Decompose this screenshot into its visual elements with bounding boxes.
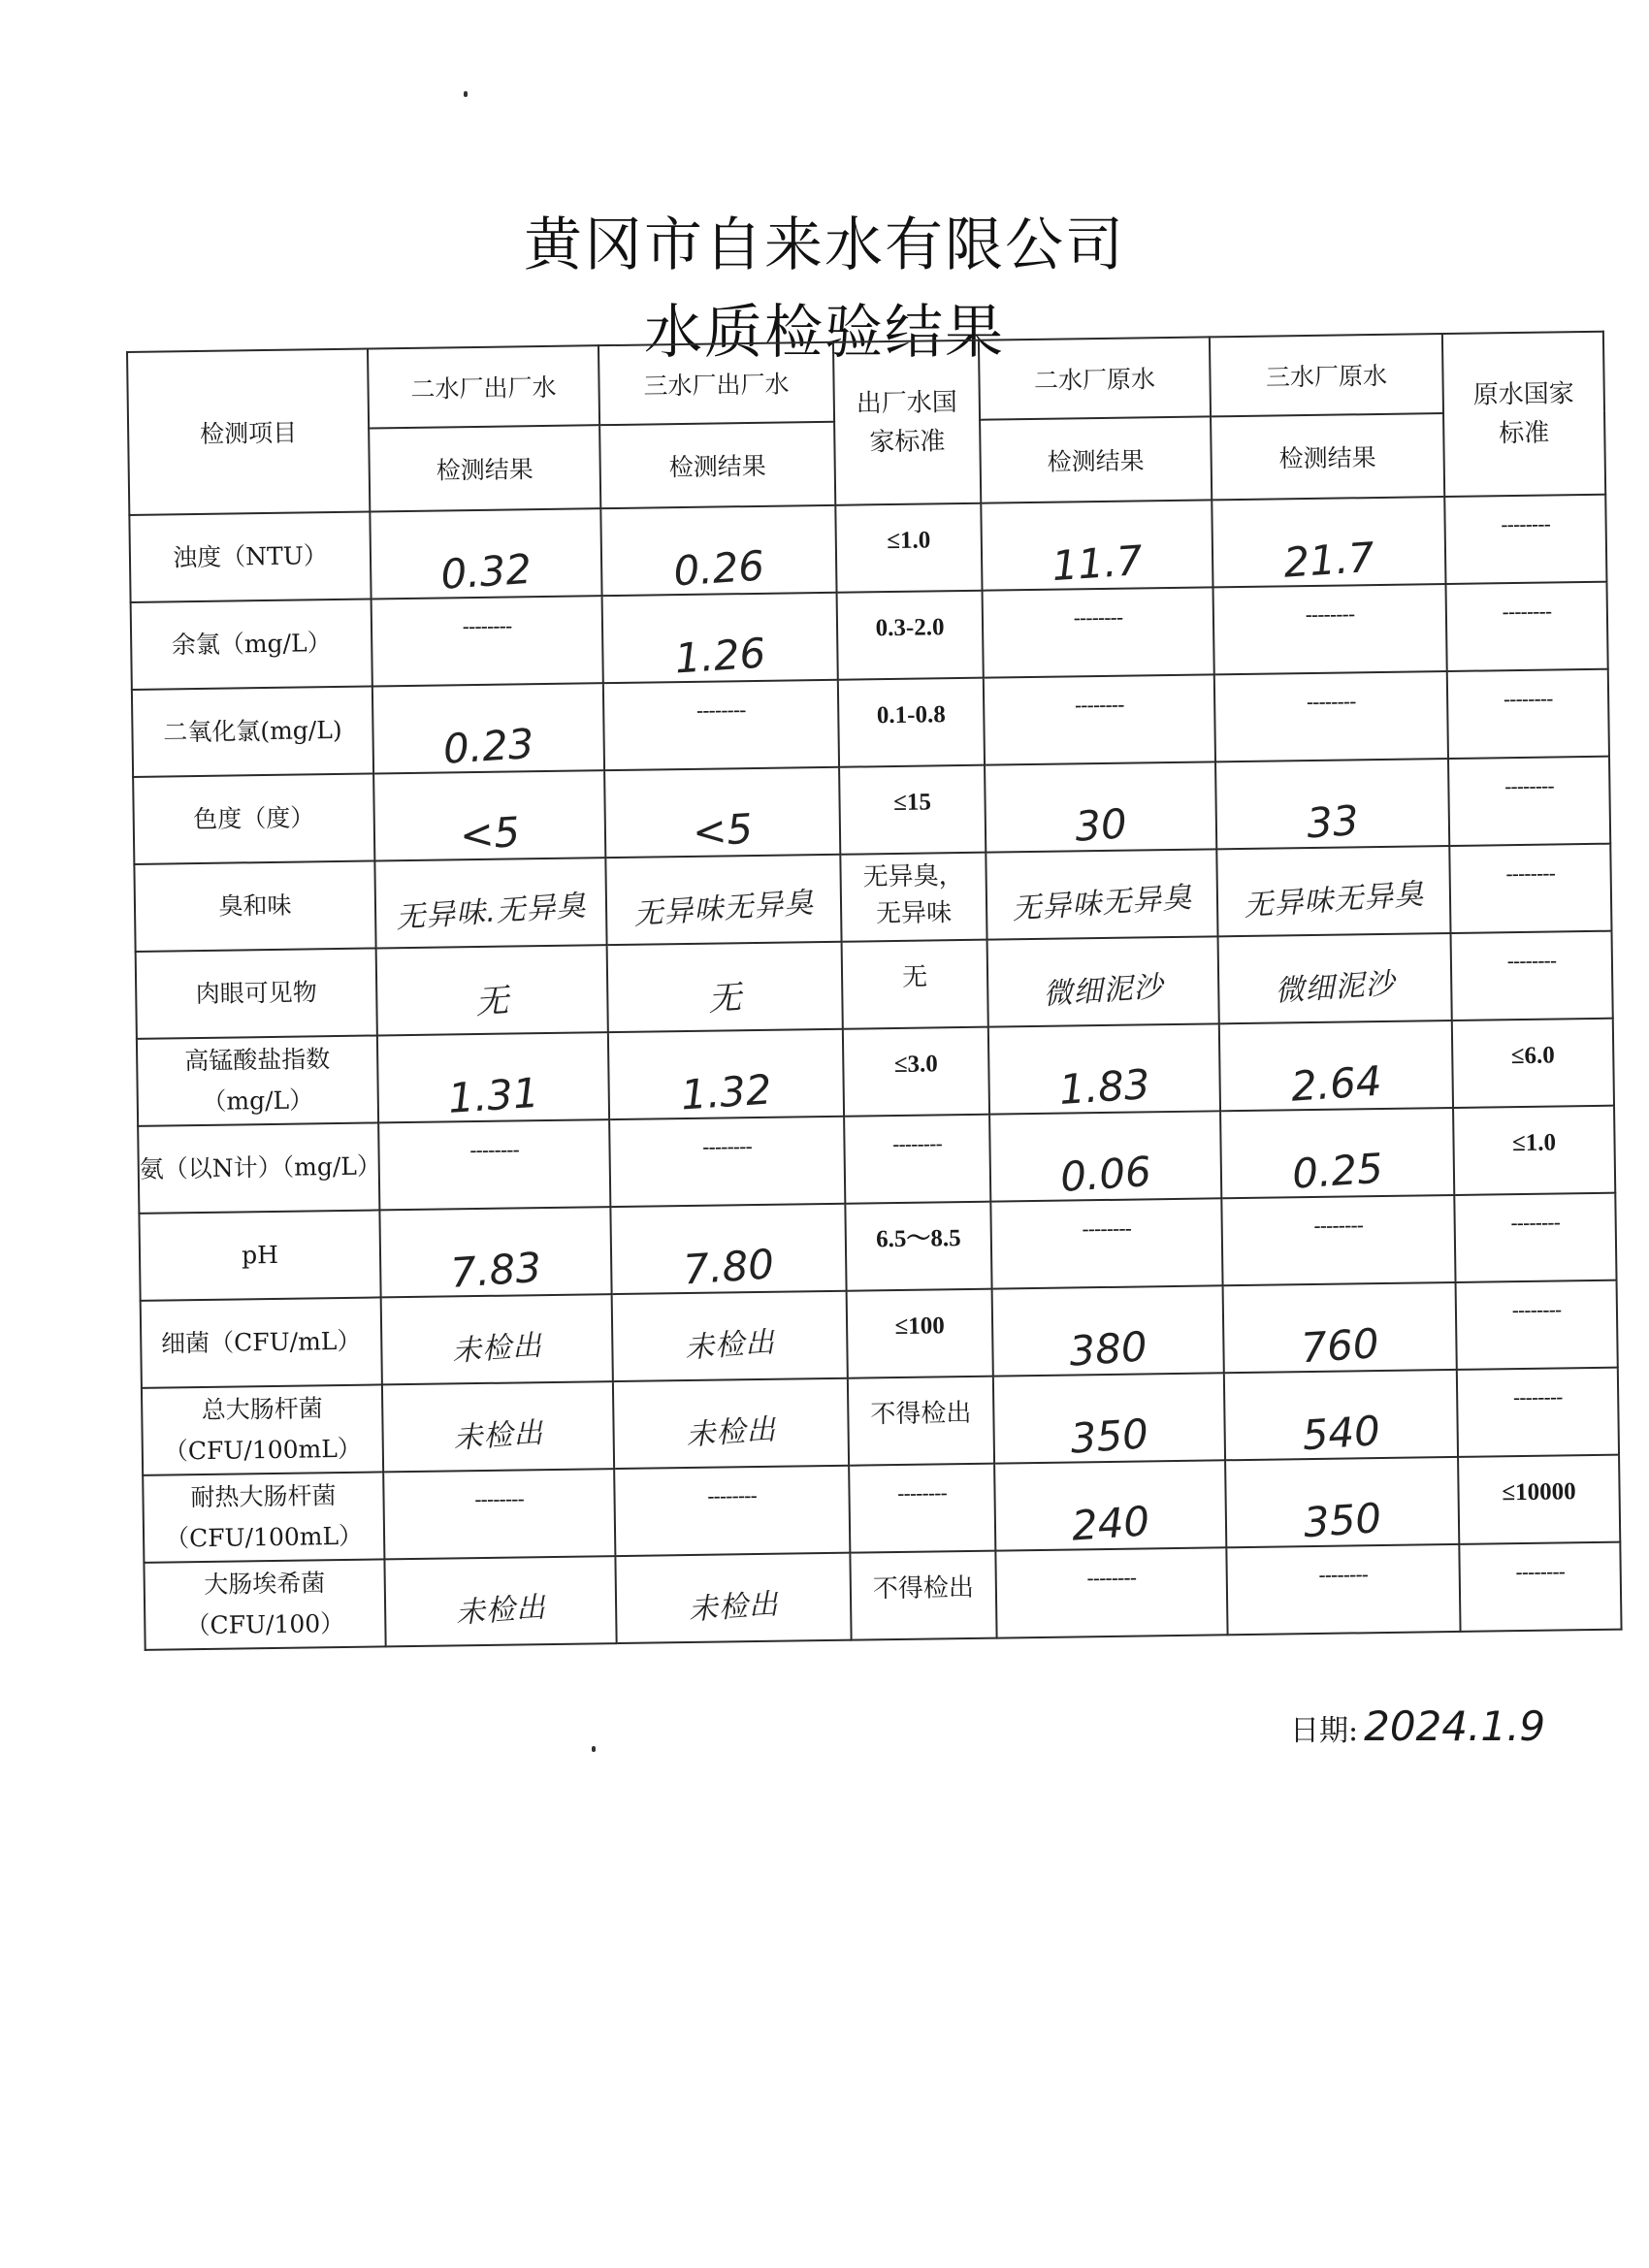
standard-value: 0.3-2.0 xyxy=(875,614,945,642)
header-plant2-out: 二水厂出厂水 xyxy=(368,345,599,428)
item-name: 肉眼可见物 xyxy=(136,948,377,1038)
empty-dash: -------- xyxy=(1510,1210,1561,1236)
cell-rstd xyxy=(1454,1193,1616,1282)
item-name: 大肠埃希菌（CFU/100） xyxy=(144,1559,385,1649)
handwritten-value: 0.25 xyxy=(1290,1144,1385,1198)
cell-r2 xyxy=(989,1111,1221,1201)
cell-std xyxy=(840,853,986,942)
cell-rstd xyxy=(1449,844,1611,933)
empty-dash: -------- xyxy=(702,1134,752,1159)
cell-p2 xyxy=(384,1556,616,1646)
date-label: 日期: xyxy=(1290,1714,1359,1748)
cell-r2 xyxy=(993,1373,1225,1463)
empty-dash: -------- xyxy=(474,1486,525,1512)
handwritten-value: 无异味无异臭 xyxy=(1011,880,1194,927)
header-raw-std-label: 原水国家标准 xyxy=(1472,379,1574,449)
item-name: 色度（度） xyxy=(133,773,374,863)
cell-rstd xyxy=(1447,669,1609,759)
date-line xyxy=(1290,1702,1545,1750)
cell-std xyxy=(838,678,985,767)
cell-r3 xyxy=(1215,759,1449,849)
cell-std xyxy=(850,1551,996,1640)
scan-speck xyxy=(592,1746,596,1752)
standard-value: ≤100 xyxy=(894,1312,945,1341)
handwritten-value: 11.7 xyxy=(1050,535,1145,591)
handwritten-value: 无异味无异臭 xyxy=(1243,877,1426,923)
handwritten-value: 380 xyxy=(1067,1322,1149,1376)
handwritten-value: 240 xyxy=(1070,1497,1151,1550)
handwritten-value: 1.31 xyxy=(446,1068,541,1122)
cell-std xyxy=(837,591,984,680)
cell-std xyxy=(844,1115,990,1204)
handwritten-value: 微细泥沙 xyxy=(1042,969,1165,1013)
cell-r2 xyxy=(985,761,1216,852)
handwritten-value: 30 xyxy=(1073,799,1129,851)
header-out-std-label: 出厂水国家标准 xyxy=(856,388,958,458)
company-title: 黄冈市自来水有限公司 xyxy=(524,211,1125,279)
item-name: 高锰酸盐指数（mg/L） xyxy=(137,1035,378,1125)
cell-r3 xyxy=(1218,933,1452,1023)
cell-p3 xyxy=(614,1466,850,1556)
header-plant2-raw: 二水厂原水 xyxy=(979,337,1211,419)
handwritten-value: 2.64 xyxy=(1289,1056,1383,1111)
handwritten-value: 0.26 xyxy=(671,541,766,596)
cell-rstd xyxy=(1459,1542,1621,1632)
empty-dash: -------- xyxy=(695,697,746,723)
cell-r2 xyxy=(984,674,1215,764)
item-name: 臭和味 xyxy=(134,860,375,951)
cell-rstd xyxy=(1452,1019,1614,1108)
cell-r3 xyxy=(1224,1370,1458,1460)
cell-r3 xyxy=(1225,1457,1459,1547)
scan-speck xyxy=(464,91,468,97)
handwritten-value: 未检出 xyxy=(452,1415,545,1456)
cell-p2 xyxy=(370,508,601,599)
handwritten-value: 350 xyxy=(1069,1409,1150,1463)
cell-std xyxy=(842,940,988,1029)
cell-r2 xyxy=(994,1460,1226,1550)
handwritten-value: <5 xyxy=(458,807,522,859)
handwritten-value: 未检出 xyxy=(454,1590,547,1631)
item-name: 二氧化氯(mg/L) xyxy=(132,686,373,776)
header-plant3-raw: 三水厂原水 xyxy=(1210,334,1443,416)
handwritten-value: 无异味无异臭 xyxy=(632,886,816,932)
empty-dash: -------- xyxy=(1073,604,1123,631)
standard-value: ≤3.0 xyxy=(893,1051,939,1079)
empty-dash: -------- xyxy=(1306,689,1356,715)
cell-rstd xyxy=(1451,931,1613,1021)
empty-dash: -------- xyxy=(1074,692,1124,718)
cell-r2 xyxy=(988,1023,1220,1114)
date-value: 2024.1.9 xyxy=(1364,1702,1546,1750)
handwritten-value: 1.26 xyxy=(673,629,767,683)
handwritten-value: 540 xyxy=(1301,1407,1382,1460)
cell-r2 xyxy=(983,587,1214,677)
cell-p2 xyxy=(372,683,604,773)
handwritten-value: 1.32 xyxy=(679,1065,773,1119)
handwritten-value: 未检出 xyxy=(451,1328,544,1369)
cell-p2 xyxy=(382,1381,614,1472)
header-raw-std xyxy=(1442,332,1605,497)
standard-value: 无 xyxy=(901,962,928,991)
cell-p3 xyxy=(615,1553,851,1643)
header-item: 检测项目 xyxy=(127,349,370,515)
cell-p3 xyxy=(603,680,839,770)
handwritten-value: 0.06 xyxy=(1058,1147,1153,1202)
cell-std xyxy=(845,1202,991,1291)
cell-r3 xyxy=(1214,671,1448,761)
empty-dash: -------- xyxy=(897,1480,947,1507)
empty-dash: -------- xyxy=(1082,1215,1132,1242)
cell-r3 xyxy=(1213,584,1447,674)
empty-dash: -------- xyxy=(1506,948,1557,974)
item-name: pH xyxy=(139,1210,380,1300)
standard-value: 无异臭，无异味 xyxy=(862,860,964,928)
cell-r2 xyxy=(990,1198,1222,1288)
empty-dash: -------- xyxy=(1504,773,1554,799)
cell-std xyxy=(839,765,986,855)
cell-p3 xyxy=(600,505,836,596)
cell-p2 xyxy=(376,945,608,1035)
standard-value: 0.1-0.8 xyxy=(876,701,946,729)
cell-r3 xyxy=(1212,497,1445,587)
handwritten-value: 0.32 xyxy=(438,544,534,599)
handwritten-value: 7.80 xyxy=(681,1240,776,1294)
cell-rstd xyxy=(1453,1106,1615,1195)
standard-value: ≤6.0 xyxy=(1510,1042,1555,1070)
standard-value: ≤1.0 xyxy=(887,527,931,555)
cell-p3 xyxy=(609,1117,845,1207)
cell-p3 xyxy=(610,1204,846,1294)
cell-rstd xyxy=(1444,495,1606,584)
cell-rstd xyxy=(1448,757,1610,846)
standard-value: ≤10000 xyxy=(1502,1478,1576,1507)
empty-dash: -------- xyxy=(1086,1565,1137,1591)
handwritten-value: 未检出 xyxy=(685,1412,778,1453)
handwritten-value: 无 xyxy=(706,978,744,1020)
handwritten-value: 33 xyxy=(1305,795,1361,848)
handwritten-value: 微细泥沙 xyxy=(1274,966,1397,1009)
cell-p3 xyxy=(613,1378,849,1469)
handwritten-value: 350 xyxy=(1302,1494,1383,1547)
empty-dash: -------- xyxy=(462,613,512,639)
cell-p3 xyxy=(608,1029,844,1119)
handwritten-value: 7.83 xyxy=(448,1243,543,1297)
cell-p2 xyxy=(381,1294,613,1384)
cell-rstd xyxy=(1456,1280,1618,1370)
cell-std xyxy=(843,1027,989,1117)
empty-dash: -------- xyxy=(1511,1297,1562,1323)
cell-r3 xyxy=(1216,846,1450,936)
cell-p3 xyxy=(602,593,838,683)
cell-std xyxy=(847,1289,993,1378)
handwritten-value: 未检出 xyxy=(683,1325,777,1366)
cell-r3 xyxy=(1219,1021,1453,1111)
empty-dash: -------- xyxy=(892,1131,942,1157)
handwritten-value: <5 xyxy=(691,804,755,857)
handwritten-value: 0.23 xyxy=(441,719,535,773)
handwritten-value: 760 xyxy=(1299,1319,1381,1373)
item-name: 总大肠杆菌（CFU/100mL） xyxy=(142,1384,383,1474)
cell-r3 xyxy=(1220,1108,1454,1198)
empty-dash: -------- xyxy=(1501,511,1551,537)
item-name: 浊度（NTU） xyxy=(129,512,371,602)
standard-value: 不得检出 xyxy=(870,1398,972,1429)
subheader-result-4: 检测结果 xyxy=(1211,413,1444,500)
empty-dash: -------- xyxy=(1512,1384,1563,1410)
cell-std xyxy=(848,1377,994,1466)
cell-rstd xyxy=(1458,1455,1620,1544)
empty-dash: -------- xyxy=(1503,686,1553,712)
cell-r3 xyxy=(1221,1195,1455,1285)
cell-std xyxy=(849,1464,995,1553)
cell-p2 xyxy=(383,1469,615,1559)
handwritten-value: 未检出 xyxy=(687,1587,780,1628)
cell-p2 xyxy=(374,858,606,948)
results-table xyxy=(126,331,1623,1651)
cell-std xyxy=(835,503,982,593)
item-name: 细菌（CFU/mL） xyxy=(141,1297,382,1387)
cell-r2 xyxy=(981,500,1212,590)
empty-dash: -------- xyxy=(1318,1562,1369,1587)
handwritten-value: 无 xyxy=(473,981,511,1022)
cell-p2 xyxy=(377,1032,609,1122)
subheader-result-2: 检测结果 xyxy=(599,422,835,508)
subheader-result-1: 检测结果 xyxy=(369,425,600,511)
results-sheet xyxy=(126,331,1621,1651)
empty-dash: -------- xyxy=(1313,1213,1364,1238)
cell-p3 xyxy=(605,855,841,945)
report-title: 水质检验结果 xyxy=(644,299,1005,367)
item-name: 余氯（mg/L） xyxy=(131,599,372,689)
cell-p2 xyxy=(373,770,605,860)
cell-rstd xyxy=(1457,1368,1619,1457)
empty-dash: -------- xyxy=(1305,601,1355,628)
cell-r2 xyxy=(995,1547,1227,1637)
subheader-result-3: 检测结果 xyxy=(980,416,1212,502)
handwritten-value: 无异味.无异臭 xyxy=(395,889,588,936)
empty-dash: -------- xyxy=(1502,599,1552,625)
item-name: 耐热大肠杆菌（CFU/100mL） xyxy=(143,1472,384,1562)
cell-r2 xyxy=(987,936,1219,1026)
cell-r2 xyxy=(986,849,1217,939)
cell-p3 xyxy=(612,1291,848,1381)
cell-p3 xyxy=(607,942,843,1032)
header-plant3-out: 三水厂出厂水 xyxy=(598,342,834,425)
empty-dash: -------- xyxy=(1515,1559,1566,1585)
handwritten-value: 21.7 xyxy=(1281,533,1376,587)
cell-p2 xyxy=(379,1207,611,1297)
cell-r3 xyxy=(1223,1282,1457,1373)
standard-value: 6.5～8.5 xyxy=(875,1225,961,1253)
empty-dash: -------- xyxy=(1505,860,1556,887)
empty-dash: -------- xyxy=(707,1483,758,1508)
cell-p2 xyxy=(372,596,603,686)
empty-dash: -------- xyxy=(469,1137,520,1163)
header-out-std xyxy=(833,340,981,505)
cell-p3 xyxy=(604,767,840,858)
cell-rstd xyxy=(1445,582,1607,671)
handwritten-value: 1.83 xyxy=(1057,1059,1151,1115)
cell-p2 xyxy=(378,1119,610,1210)
item-name: 氨（以N计）（mg/L） xyxy=(138,1122,379,1213)
standard-value: 不得检出 xyxy=(872,1572,975,1604)
standard-value: ≤1.0 xyxy=(1511,1129,1557,1157)
standard-value: ≤15 xyxy=(893,789,932,816)
cell-r3 xyxy=(1226,1544,1460,1635)
cell-r2 xyxy=(992,1285,1224,1376)
